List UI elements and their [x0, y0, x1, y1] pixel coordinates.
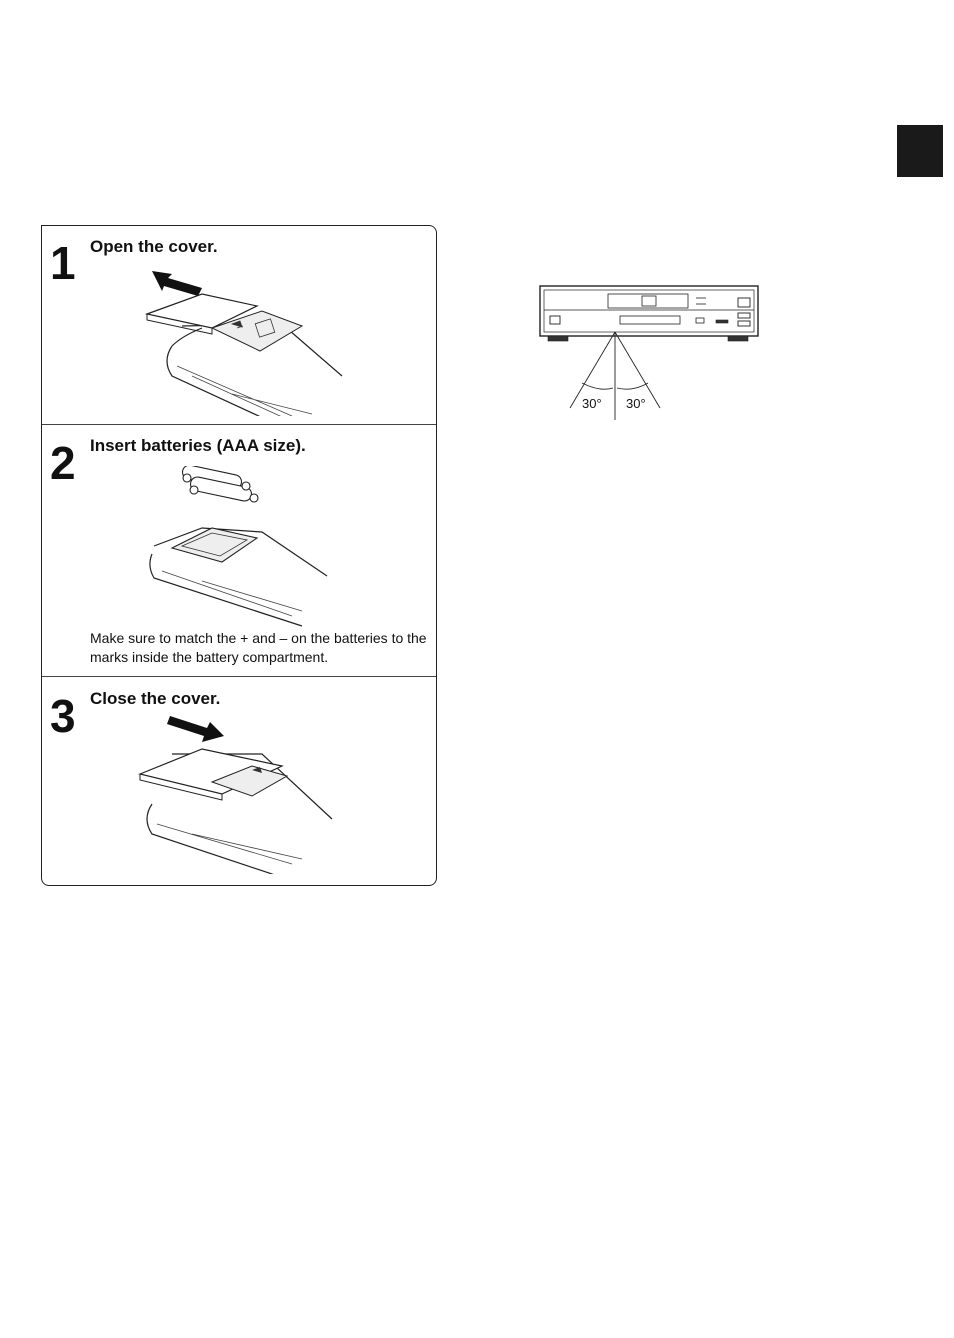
- step-1: [42, 226, 436, 425]
- step-3-number: 3: [50, 690, 75, 742]
- step-3: [42, 676, 436, 885]
- step-2: [42, 424, 436, 677]
- step-2-title: Insert batteries (AAA size).: [90, 436, 306, 455]
- step-1-title: Open the cover.: [90, 237, 218, 256]
- step-3-title: Close the cover.: [90, 689, 221, 708]
- open-direction-arrow: [152, 271, 202, 296]
- close-direction-arrow: [167, 716, 224, 742]
- step-2-number: 2: [50, 437, 75, 489]
- remote-range-figure: [530, 280, 770, 430]
- player-unit-icon: [540, 286, 758, 341]
- battery-steps-box: [41, 225, 437, 886]
- battery-insert-illustration: [142, 466, 332, 628]
- remote-cover-open-illustration: [142, 266, 352, 416]
- battery-polarity-note: Make sure to match the + and – on the batteries to the marks inside the battery compartment.: [90, 630, 427, 665]
- remote-cover-close-illustration: [112, 714, 352, 874]
- right-angle-label: 30°: [626, 396, 646, 411]
- section-tab-marker: [897, 125, 943, 177]
- left-angle-label: 30°: [582, 396, 602, 411]
- step-1-number: 1: [50, 237, 75, 289]
- aaa-batteries-icon: [181, 466, 258, 502]
